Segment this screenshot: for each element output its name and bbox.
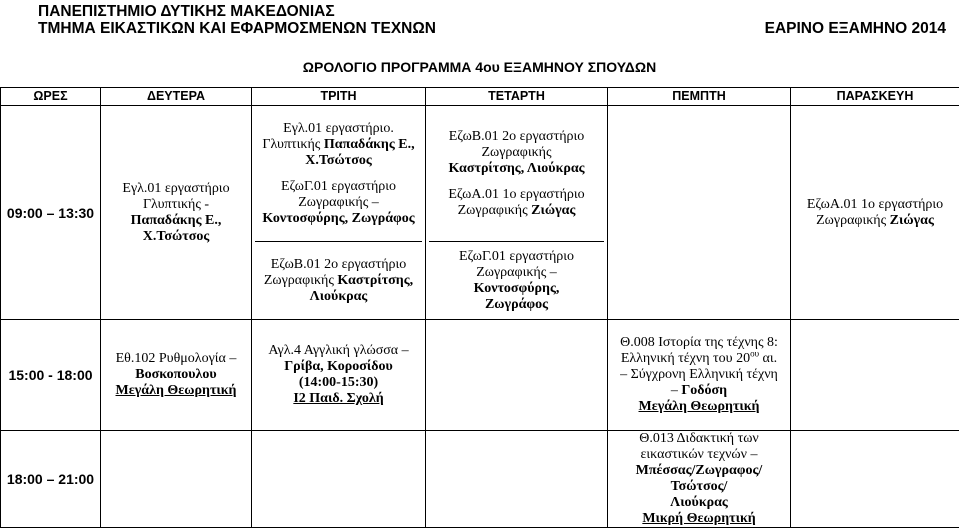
wednesday-morning-block-a (429, 106, 604, 241)
instructor-line: Ζωγράφος (485, 297, 548, 313)
course-text: αι. (759, 351, 777, 366)
instructor-text: Παπαδάκης Ε., (324, 137, 415, 152)
time-slot-evening: 18:00 – 21:00 (1, 431, 101, 528)
instructor-line: Λιούκρας (611, 495, 787, 511)
instructor-line: Καστρίτσης, Λιούκρας (448, 161, 584, 177)
timetable (0, 87, 959, 528)
course-line: Γλυπτικής - (104, 197, 248, 213)
instructor-line: Χ.Τσώτσος (305, 153, 372, 169)
timetable-row-morning (1, 106, 959, 320)
column-header-monday: ΔΕΥΤΕΡΑ (101, 88, 252, 106)
course-text: Ζωγραφικής (816, 213, 890, 228)
instructor-text: Ζιώγας (531, 203, 575, 218)
course-text: Ζωγραφικής (458, 203, 532, 218)
cell-friday-afternoon (791, 320, 959, 431)
cell-friday-morning (791, 106, 959, 320)
timetable-header-row (1, 88, 959, 106)
course-line (794, 213, 956, 229)
course-line: ΕζωΑ.01 1ο εργαστήριο (448, 187, 584, 203)
cell-monday-evening (101, 431, 252, 528)
tuesday-morning-block-a (255, 106, 422, 241)
course-text: Ζωγραφικής (264, 273, 338, 288)
instructor-line: Χ.Τσώτσος (104, 229, 248, 245)
course-line: ΕζωΒ.01 2ο εργαστήριο (271, 257, 407, 273)
time-slot-morning: 09:00 – 13:30 (1, 106, 101, 320)
cell-tuesday-afternoon (252, 320, 426, 431)
cell-wednesday-evening (426, 431, 608, 528)
course-line: ΕζωΓ.01 εργαστήριο (281, 179, 396, 195)
instructor-text: Καστρίτσης, (337, 273, 413, 288)
course-line (611, 383, 787, 399)
room-line: Ι2 Παιδ. Σχολή (255, 391, 422, 407)
time-note: (14:00-15:30) (255, 375, 422, 391)
course-line: Ζωγραφικής – (476, 265, 557, 281)
column-header-hours: ΩΡΕΣ (1, 88, 101, 106)
course-line: ΕζωΓ.01 εργαστήριο (459, 249, 574, 265)
instructor-line: Βοσκοπουλου (104, 367, 248, 383)
cell-thursday-morning (608, 106, 791, 320)
course-line (458, 203, 576, 219)
cell-monday-morning (101, 106, 252, 320)
cell-thursday-afternoon (608, 320, 791, 431)
course-line: Αγλ.4 Αγγλική γλώσσα – (255, 343, 422, 359)
cell-tuesday-morning (252, 106, 426, 320)
room-line: Μεγάλη Θεωρητική (611, 399, 787, 415)
instructor-line: Μπέσσας/Ζωγραφος/Τσώτσος/ (611, 463, 787, 495)
column-header-friday: ΠΑΡΑΣΚΕΥΗ (791, 88, 959, 106)
time-slot-afternoon: 15:00 - 18:00 (1, 320, 101, 431)
course-text: Ελληνική τέχνη του 20 (621, 351, 750, 366)
course-line: εικαστικών τεχνών – (611, 447, 787, 463)
course-line (611, 351, 787, 367)
column-header-thursday: ΠΕΜΠΤΗ (608, 88, 791, 106)
course-line: Εγλ.01 εργαστήριο. (283, 121, 394, 137)
room-line: Μεγάλη Θεωρητική (104, 383, 248, 399)
course-line: Ζωγραφικής (481, 145, 551, 161)
cell-wednesday-morning (426, 106, 608, 320)
cell-thursday-evening (608, 431, 791, 528)
program-title: ΩΡΟΛΟΓΙΟ ΠΡΟΓΡΑΜΜΑ 4ου ΕΞΑΜΗΝΟΥ ΣΠΟΥΔΩΝ (0, 59, 959, 75)
instructor-line: Γρίβα, Κοροσίδου (255, 359, 422, 375)
course-line (262, 137, 414, 153)
course-line: ΕζωΒ.01 2ο εργαστήριο (449, 129, 585, 145)
room-line: Μικρή Θεωρητική (611, 511, 787, 527)
course-text: Γλυπτικής (262, 137, 323, 152)
tuesday-morning-block-b (255, 241, 422, 319)
superscript: ου (750, 348, 759, 358)
instructor-line: Παπαδάκης Ε., (104, 213, 248, 229)
instructor-line: Κοντοσφύρης, (474, 281, 560, 297)
department-name: ΤΜΗΜΑ ΕΙΚΑΣΤΙΚΩΝ ΚΑΙ ΕΦΑΡΜΟΣΜΕΝΩΝ ΤΕΧΝΩΝ (38, 20, 436, 37)
cell-friday-evening (791, 431, 959, 528)
wednesday-morning-block-b (429, 241, 604, 319)
instructor-line: Λιούκρας (310, 289, 368, 305)
timetable-row-evening (1, 431, 959, 528)
instructor-line: Κοντοσφύρης, Ζωγράφος (262, 211, 414, 227)
cell-tuesday-evening (252, 431, 426, 528)
semester-label: ΕΑΡΙΝΟ ΕΞΑΜΗΝΟ 2014 (765, 20, 946, 37)
course-line: Ζωγραφικής – (298, 195, 379, 211)
course-line: Θ.013 Διδακτική των (611, 431, 787, 447)
timetable-row-afternoon (1, 320, 959, 431)
instructor-text: Ζιώγας (890, 213, 934, 228)
column-header-tuesday: ΤΡΙΤΗ (252, 88, 426, 106)
course-line: – Σύγχρονη Ελληνική τέχνη (611, 367, 787, 383)
course-line (264, 273, 413, 289)
column-header-wednesday: ΤΕΤΑΡΤΗ (426, 88, 608, 106)
course-line: Εθ.102 Ρυθμολογία – (104, 351, 248, 367)
course-text: – (671, 383, 682, 398)
cell-monday-afternoon (101, 320, 252, 431)
course-line: Θ.008 Ιστορία της τέχνης 8: (611, 335, 787, 351)
instructor-text: Γοδόση (681, 383, 727, 398)
university-name: ΠΑΝΕΠΙΣΤΗΜΙΟ ΔΥΤΙΚΗΣ ΜΑΚΕΔΟΝΙΑΣ (38, 3, 335, 20)
cell-wednesday-afternoon (426, 320, 608, 431)
course-line: ΕζωΑ.01 1ο εργαστήριο (794, 197, 956, 213)
course-line: Εγλ.01 εργαστήριο (104, 181, 248, 197)
